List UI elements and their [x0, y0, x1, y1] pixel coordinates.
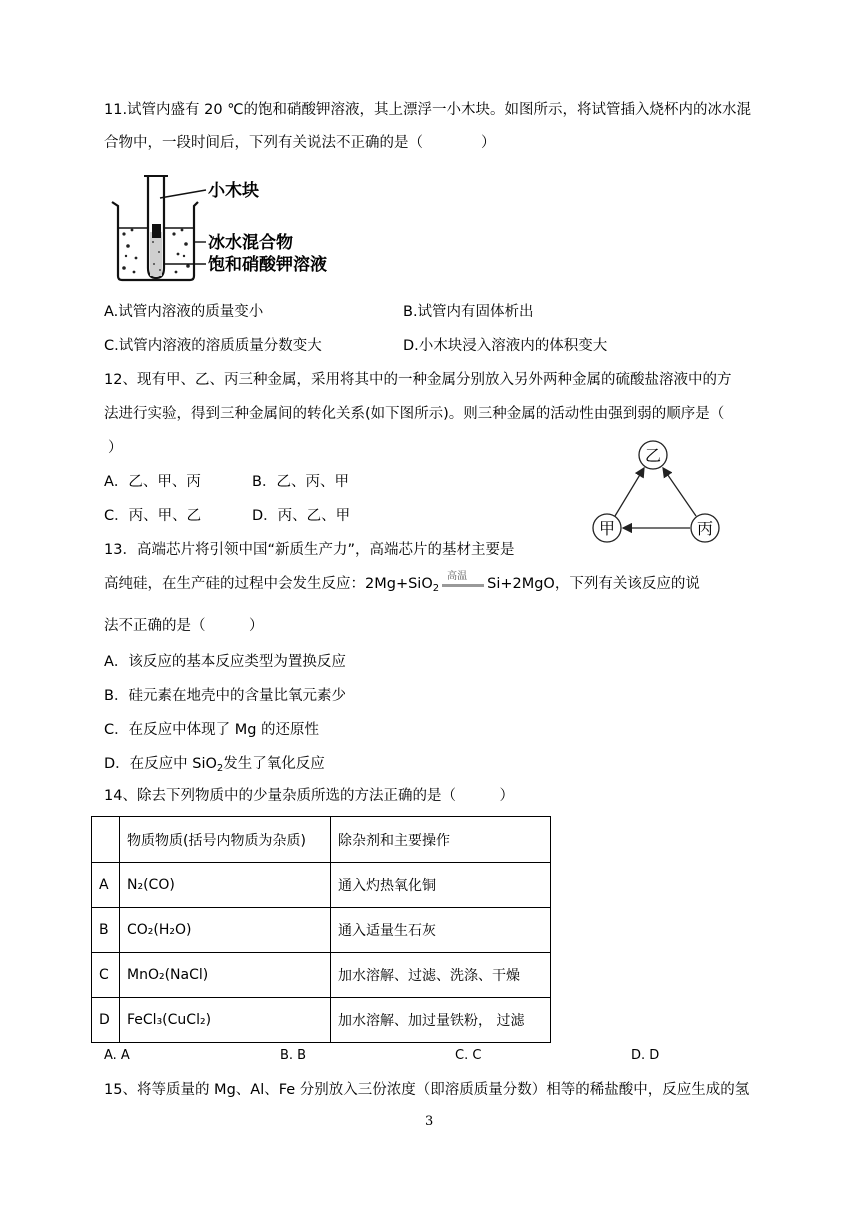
- table-row: [92, 998, 551, 1043]
- node-bing: 丙: [696, 519, 714, 538]
- q14-stem: 14、除去下列物质中的少量杂质所选的方法正确的是（ ）: [104, 788, 514, 804]
- q12-stem-line2: 法进行实验，得到三种金属间的转化关系(如下图所示)。则三种金属的活动性由强到弱的顺序是（: [104, 406, 725, 422]
- table-row: [92, 908, 551, 953]
- row-letter: B: [92, 908, 120, 953]
- header-substance: 物质物质(括号内物质为杂质): [120, 817, 331, 863]
- q13-stem-line1: 13．高端芯片将引领中国“新质生产力”，高端芯片的基材主要是: [104, 542, 515, 558]
- q11-stem-line2: 合物中，一段时间后，下列有关说法不正确的是（ ）: [104, 135, 496, 151]
- row-letter: D: [92, 998, 120, 1043]
- q14-table: [91, 816, 551, 1043]
- q12-stem-line1: 12、现有甲、乙、丙三种金属，采用将其中的一种金属分别放入另外两种金属的硫酸盐溶液中的方: [104, 372, 732, 388]
- q11-stem-line1: 11.试管内盛有 20 ℃的饱和硝酸钾溶液，其上漂浮一小木块。如图所示，将试管插入烧杯内的冰水混: [104, 102, 752, 118]
- header-blank: [92, 817, 120, 863]
- page-number: 3: [425, 1114, 434, 1129]
- q14-answer-d: D. D: [631, 1048, 660, 1063]
- row-method: 通入适量生石灰: [331, 908, 551, 953]
- q12-stem-line3: ）: [108, 440, 123, 456]
- q13-option-c: C．在反应中体现了 Mg 的还原性: [104, 722, 320, 738]
- q11-option-d: D.小木块浸入溶液内的体积变大: [403, 338, 608, 354]
- q13-option-b: B．硅元素在地壳中的含量比氧元素少: [104, 688, 346, 704]
- node-yi: 乙: [644, 446, 662, 465]
- q12-option-c: C．丙、甲、乙: [104, 508, 202, 524]
- fig-label-ice-water: 冰水混合物: [208, 233, 293, 253]
- q11-option-a: A.试管内溶液的质量变小: [104, 304, 264, 320]
- q13-stem-line3: 法不正确的是（ ）: [104, 618, 264, 634]
- q15-stem-line1: 15、将等质量的 Mg、Al、Fe 分别放入三份浓度（即溶质质量分数）相等的稀盐酸中，反应生成的氢: [104, 1082, 750, 1098]
- q13-stem-line2: 高纯硅，在生产硅的过程中会发生反应：2Mg+SiO$_2$ 高温 Si+2MgO，下列有关该反应的说: [104, 571, 700, 594]
- q13-option-d: D．在反应中 SiO$_2$发生了氧化反应: [104, 756, 325, 774]
- metal-transformation-diagram: [590, 438, 730, 548]
- header-method: 除杂剂和主要操作: [331, 817, 551, 863]
- row-formula: MnO₂(NaCl): [120, 953, 331, 998]
- q12-option-d: D．丙、乙、甲: [252, 508, 351, 524]
- q12-option-b: B．乙、丙、甲: [252, 474, 349, 490]
- row-formula: N₂(CO): [120, 863, 331, 908]
- row-formula: CO₂(H₂O): [120, 908, 331, 953]
- q14-answer-b: B. B: [280, 1048, 307, 1063]
- row-letter: C: [92, 953, 120, 998]
- table-row: [92, 953, 551, 998]
- q14-answer-a: A. A: [104, 1048, 130, 1063]
- table-row: [92, 863, 551, 908]
- node-jia: 甲: [598, 519, 616, 538]
- q12-option-a: A．乙、甲、丙: [104, 474, 201, 490]
- q11-option-c: C.试管内溶液的溶质质量分数变大: [104, 338, 322, 354]
- fig-label-kno3-solution: 饱和硝酸钾溶液: [208, 255, 327, 275]
- row-method: 通入灼热氧化铜: [331, 863, 551, 908]
- row-formula: FeCl₃(CuCl₂): [120, 998, 331, 1043]
- q13-option-a: A．该反应的基本反应类型为置换反应: [104, 654, 346, 670]
- beaker-test-tube-figure: [108, 172, 358, 284]
- fig-label-wood-block: 小木块: [208, 181, 259, 201]
- q11-option-b: B.试管内有固体析出: [403, 304, 534, 320]
- reaction-condition-arrow: 高温: [440, 577, 486, 591]
- row-method: 加水溶解、加过量铁粉， 过滤: [331, 998, 551, 1043]
- row-letter: A: [92, 863, 120, 908]
- table-header-row: [92, 817, 551, 863]
- q14-answer-c: C. C: [455, 1048, 482, 1063]
- row-method: 加水溶解、过滤、洗涤、干燥: [331, 953, 551, 998]
